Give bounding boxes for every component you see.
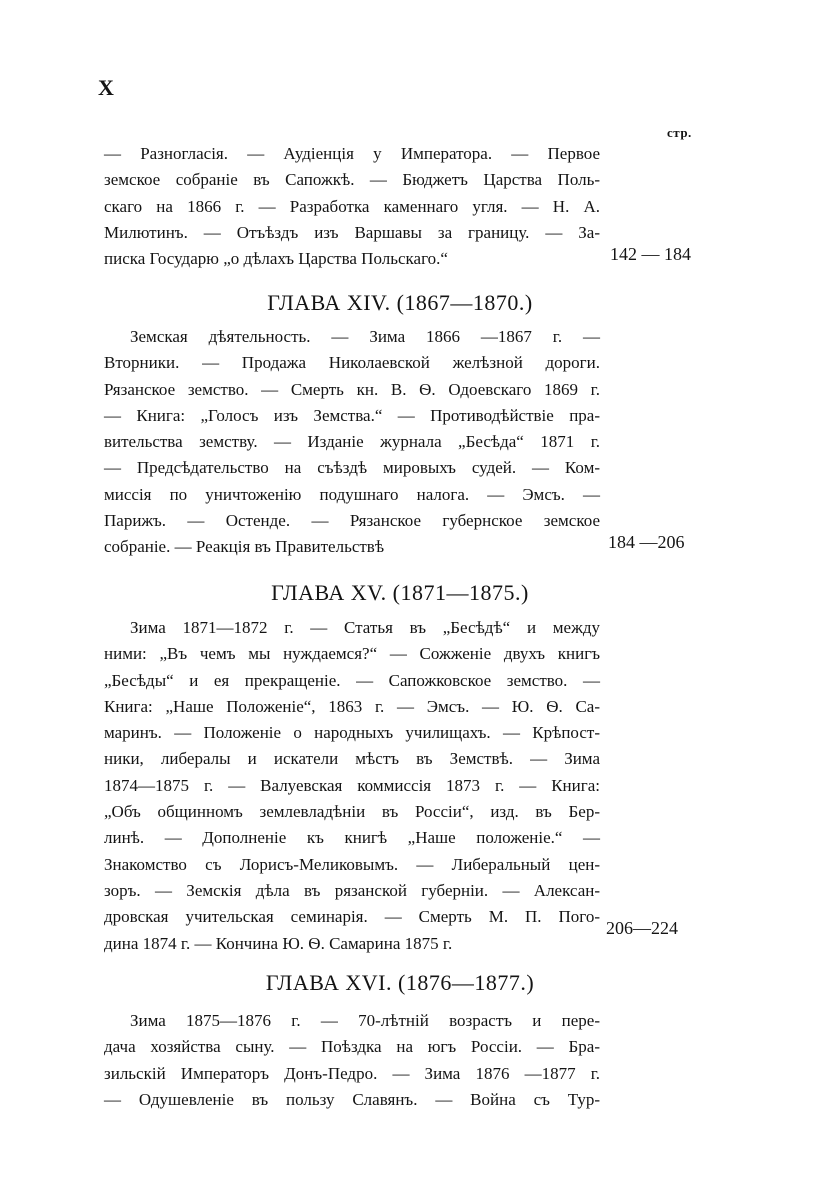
entry-line: Знакомство съ Лорисъ-Меликовымъ. — Либеральный цен-	[104, 854, 600, 874]
entry-line: ники, либералы и искатели мѣстъ въ Земствѣ. — Зима	[104, 749, 600, 769]
entry-line: — Одушевленіе въ пользу Славянъ. — Война съ Тур-	[104, 1089, 600, 1109]
entry-line: Рязанское земство. — Смерть кн. В. Ѳ. Одоевскаго 1869 г.	[104, 379, 600, 399]
entry-line: Милютинъ. — Отъѣздъ изъ Варшавы за границу. — За-	[104, 222, 600, 242]
entry-line: — Разногласія. — Аудіенція у Императора. — Первое	[104, 144, 600, 163]
chapter-heading: ГЛАВА XV. (1871—1875.)	[271, 580, 529, 605]
entry-line: вительства земству. — Изданіе журнала „Бесѣда“ 1871 г.	[104, 432, 600, 452]
chapter-heading: ГЛАВА XVI. (1876—1877.)	[265, 970, 535, 995]
entry-line: дина 1874 г. — Кончина Ю. Ѳ. Самарина 1875 г.	[104, 933, 453, 953]
page-number: X	[98, 75, 114, 100]
chapter-heading: ГЛАВА XIV. (1867—1870.)	[267, 290, 533, 315]
entry-line: Вторники. — Продажа Николаевской желѣзной дороги.	[104, 353, 600, 373]
contents-entry	[104, 1008, 600, 1113]
entry-line: дровская учительская семинарія. — Смерть М. П. Пого-	[104, 907, 600, 927]
entry-line: ними: „Въ чемъ мы нуждаемся?“ — Сожженіе двухъ книгъ	[104, 644, 600, 664]
entry-line: — Книга: „Голосъ изъ Земства.“ — Противодѣйствіе пра-	[104, 405, 600, 425]
page-range: 184 —206	[608, 532, 685, 552]
entry-line: скаго на 1866 г. — Разработка каменнаго угля. — Н. А.	[104, 196, 600, 216]
entry-line: дача хозяйства сыну. — Поѣздка на югъ Россіи. — Бра-	[104, 1037, 600, 1057]
entry-line: писка Государю „о дѣлахъ Царства Польскаго.“	[104, 249, 448, 269]
page-range: 206—224	[606, 918, 678, 938]
entry-line: Зима 1875—1876 г. — 70-лѣтній возрастъ и пере-	[130, 1011, 600, 1030]
entry-line: зильскій Императоръ Донъ-Педро. — Зима 1876 —1877 г.	[104, 1063, 600, 1083]
entry-line: зоръ. — Земскія дѣла въ рязанской губерніи. — Алексан-	[104, 880, 600, 900]
entry-line: — Предсѣдательство на съѣздѣ мировыхъ судей. — Ком-	[104, 458, 600, 478]
page-range: 142 — 184	[610, 244, 691, 264]
entry-line: Земская дѣятельность. — Зима 1866 —1867 г. —	[130, 327, 600, 346]
entry-line: собраніе. — Реакція въ Правительствѣ	[104, 537, 385, 557]
page-column-label: стр.	[667, 125, 692, 140]
entry-line: Парижъ. — Остенде. — Рязанское губернское земское	[104, 511, 600, 531]
entry-line: земское собраніе въ Сапожкѣ. — Бюджетъ Царства Поль-	[104, 170, 600, 190]
entry-line: маринъ. — Положеніе о народныхъ училищахъ. — Крѣпост-	[104, 723, 600, 743]
entry-line: Зима 1871—1872 г. — Статья въ „Бесѣдѣ“ и между	[130, 618, 600, 637]
entry-line: миссія по уничтоженію подушнаго налога. — Эмсъ. —	[104, 484, 600, 504]
entry-line: 1874—1875 г. — Валуевская коммиссія 1873 г. — Книга:	[104, 775, 600, 795]
entry-line: Книга: „Наше Положеніе“, 1863 г. — Эмсъ. — Ю. Ѳ. Са-	[104, 696, 600, 716]
contents-entry	[104, 615, 600, 957]
entry-line: линѣ. — Дополненіе къ книгѣ „Наше положеніе.“ —	[104, 828, 600, 848]
entry-line: „Бесѣды“ и ея прекращеніе. — Сапожковское земство. —	[104, 670, 600, 690]
entry-line: „Объ общинномъ землевладѣніи въ Россіи“, изд. въ Бер-	[104, 802, 600, 822]
contents-entry	[104, 324, 600, 561]
contents-entry-continued	[104, 141, 600, 272]
